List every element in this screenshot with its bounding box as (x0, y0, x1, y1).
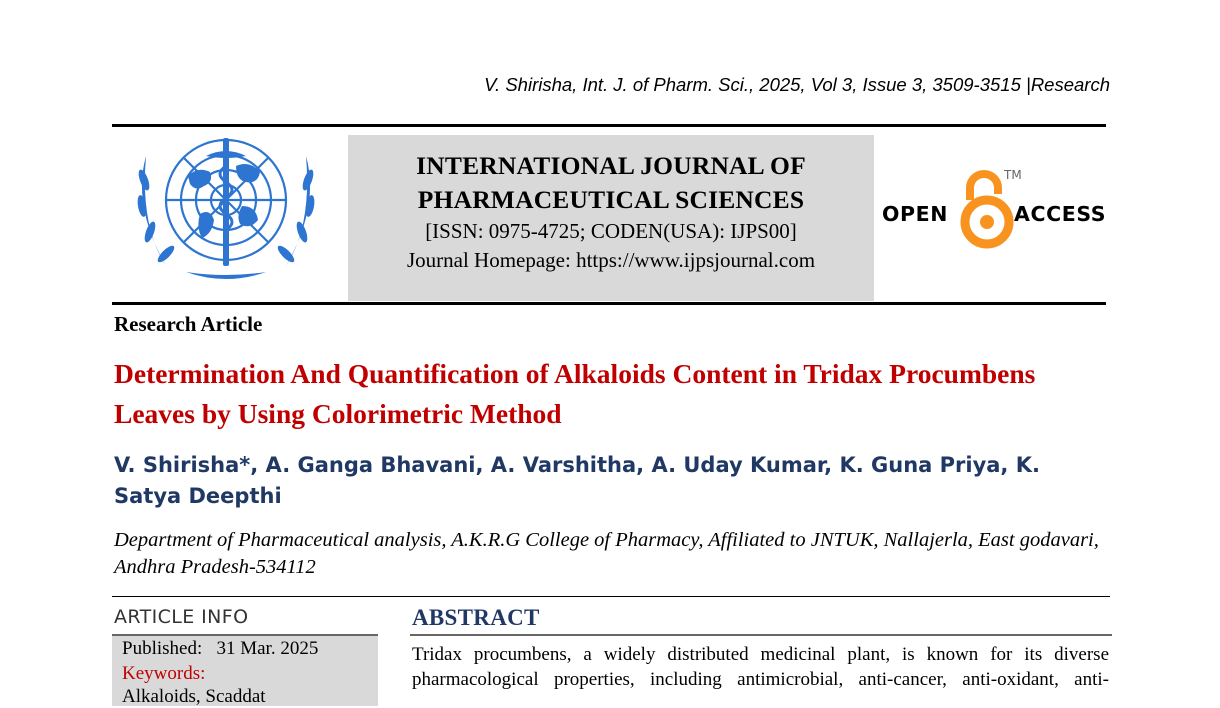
abstract-text: Tridax procumbens, a widely distributed medicinal plant, is known for its diverse pharmacological properties, including antimicrobial, anti-cancer, anti-oxidant, anti- (412, 644, 1109, 690)
journal-name-line1: INTERNATIONAL JOURNAL OF (416, 151, 806, 180)
header-top-rule (112, 124, 1106, 127)
open-access-left-word: OPEN (882, 202, 949, 226)
journal-issn: [ISSN: 0975-4725; CODEN(USA): IJPS00] (425, 219, 797, 243)
journal-emblem-logo (126, 136, 326, 284)
journal-banner (348, 135, 874, 301)
abstract-heading: ABSTRACT (412, 605, 540, 630)
trademark-mark: TM (1004, 168, 1022, 182)
article-type: Research Article (114, 312, 263, 336)
affiliation: Department of Pharmaceutical analysis, A.K.R.G College of Pharmacy, Affiliated to JNTUK, Nallajerla, East godavari, Andhra Pradesh-534112 (114, 529, 1099, 578)
article-info-heading: ARTICLE INFO (114, 606, 249, 628)
journal-name-line2: PHARMACEUTICAL SCIENCES (417, 185, 805, 214)
open-access-logo (880, 166, 1110, 256)
journal-homepage: Journal Homepage: https://www.ijpsjournal.com (406, 248, 816, 272)
keywords-label: Keywords: (122, 663, 206, 684)
article-info-box (112, 636, 378, 706)
author-list: V. Shirisha*, A. Ganga Bhavani, A. Varshitha, A. Uday Kumar, K. Guna Priya, K. Satya Deepthi (114, 453, 1040, 508)
article-title: Determination And Quantification of Alkaloids Content in Tridax Procumbens Leaves by Using Colorimetric Method (114, 358, 1036, 429)
running-head: V. Shirisha, Int. J. of Pharm. Sci., 2025, Vol 3, Issue 3, 3509-3515 |Research (484, 74, 1110, 95)
section-divider (112, 596, 1110, 597)
published-date: Published: 31 Mar. 2025 (122, 638, 319, 659)
abstract-rule (410, 634, 1112, 636)
header-bottom-rule (112, 302, 1106, 305)
open-access-right-word: ACCESS (1014, 202, 1107, 226)
emblem-icon (126, 136, 326, 284)
keywords-value: Alkaloids, Scaddat (122, 686, 266, 707)
